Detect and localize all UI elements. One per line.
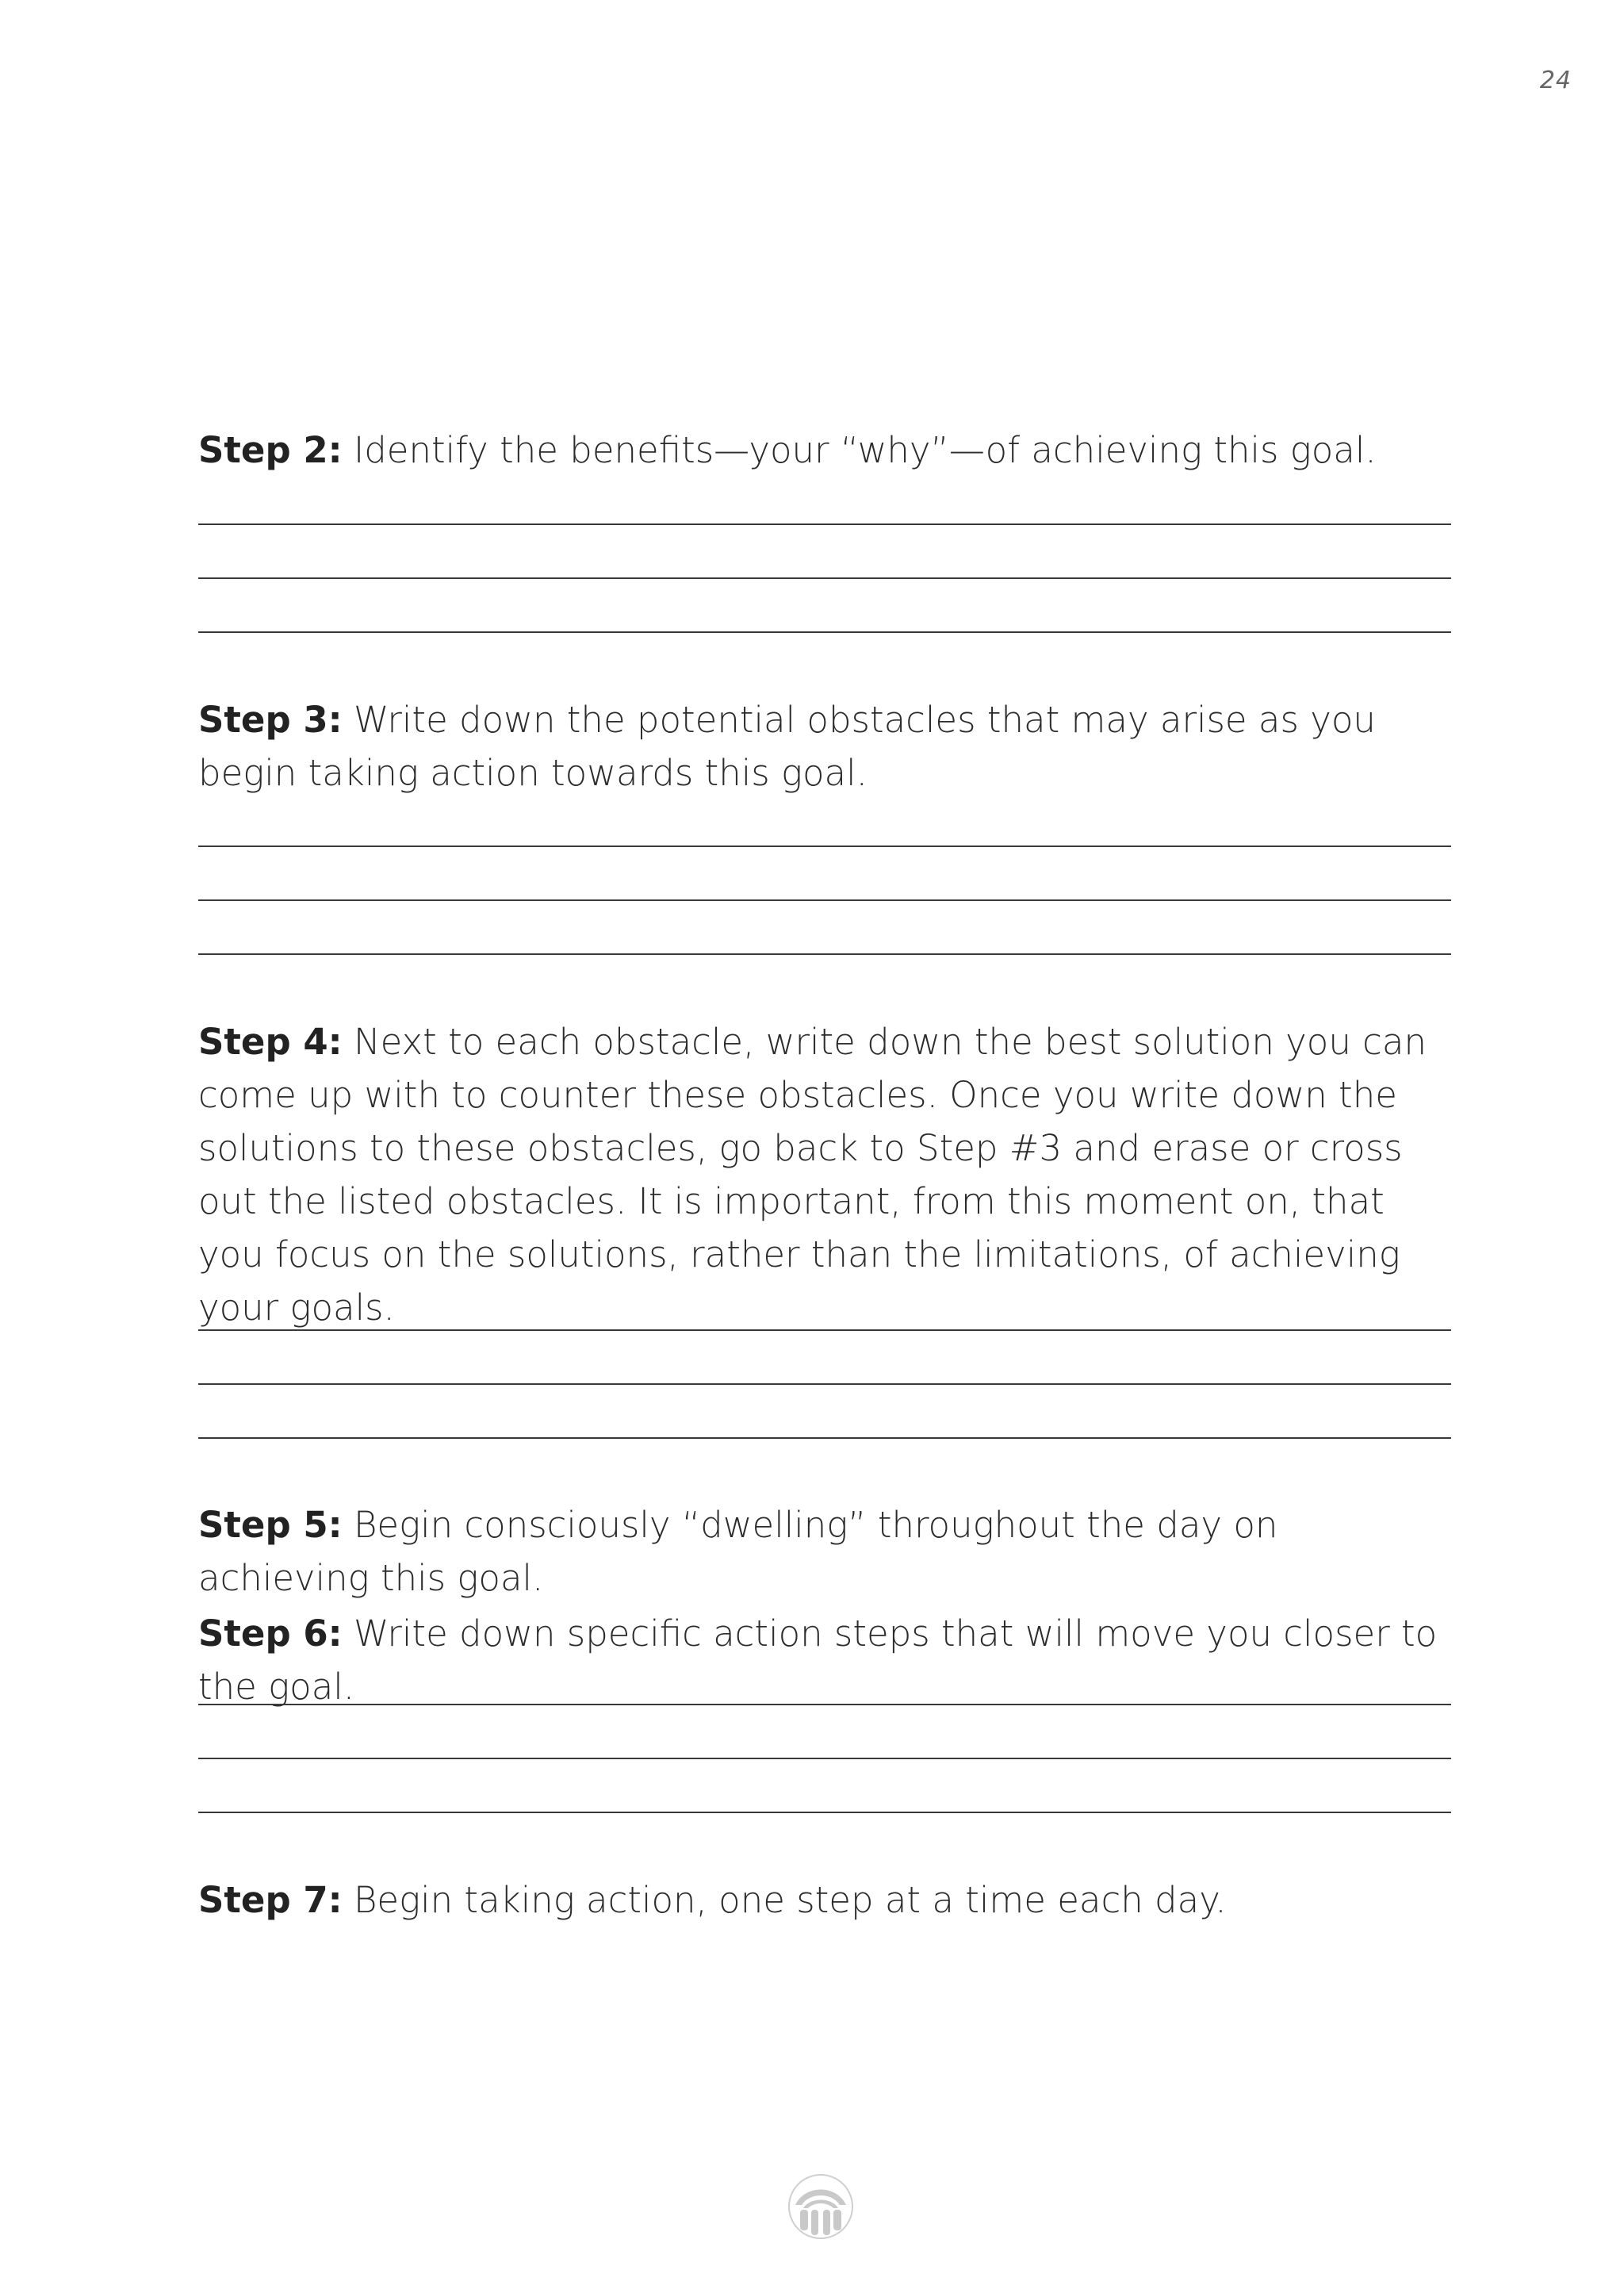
- writing-line[interactable]: [198, 1437, 1451, 1439]
- step-6-text: Write down specific action steps that will move you closer to the goal.: [198, 1613, 1438, 1708]
- page-number: 24: [1539, 67, 1572, 94]
- step-2-instruction: [198, 424, 1451, 477]
- step-3-text: Write down the potential obstacles that may arise as you begin taking action towards this goal.: [198, 699, 1376, 794]
- step-5-label: Step 5:: [198, 1504, 343, 1546]
- writing-line[interactable]: [198, 846, 1451, 847]
- writing-line[interactable]: [198, 1704, 1451, 1705]
- step-6-instruction: [198, 1607, 1451, 1713]
- writing-line[interactable]: [198, 577, 1451, 579]
- step-7-instruction: [198, 1873, 1451, 1927]
- writing-line[interactable]: [198, 953, 1451, 955]
- step-4-instruction: [198, 1015, 1451, 1334]
- step-7-label: Step 7:: [198, 1879, 343, 1921]
- step-7-text: Begin taking action, one step at a time each day.: [342, 1879, 1227, 1921]
- step-4-text: Next to each obstacle, write down the best solution you can come up with to counter these obstacles. Once you write down the solutions to these obstacles, go back to Step #3 and erase or cross out the listed obstacles. It is important, from this moment on, that you focus on the solutions, rather than the limitations, of achieving your goals.: [198, 1021, 1427, 1329]
- writing-line[interactable]: [198, 631, 1451, 633]
- brand-logo-icon: [787, 2173, 854, 2240]
- writing-line[interactable]: [198, 1758, 1451, 1759]
- writing-line[interactable]: [198, 1812, 1451, 1813]
- step-5-text: Begin consciously “dwelling” throughout the day on achieving this goal.: [198, 1504, 1278, 1599]
- writing-line[interactable]: [198, 1383, 1451, 1385]
- step-2-text: Identify the benefits—your “why”—of achieving this goal.: [342, 429, 1377, 471]
- step-5-instruction: [198, 1498, 1451, 1605]
- writing-line[interactable]: [198, 899, 1451, 901]
- step-3-label: Step 3:: [198, 699, 343, 741]
- writing-line[interactable]: [198, 523, 1451, 525]
- writing-line[interactable]: [198, 1329, 1451, 1331]
- step-3-instruction: [198, 693, 1451, 800]
- step-2-label: Step 2:: [198, 429, 343, 471]
- step-6-label: Step 6:: [198, 1613, 343, 1655]
- step-4-label: Step 4:: [198, 1021, 343, 1063]
